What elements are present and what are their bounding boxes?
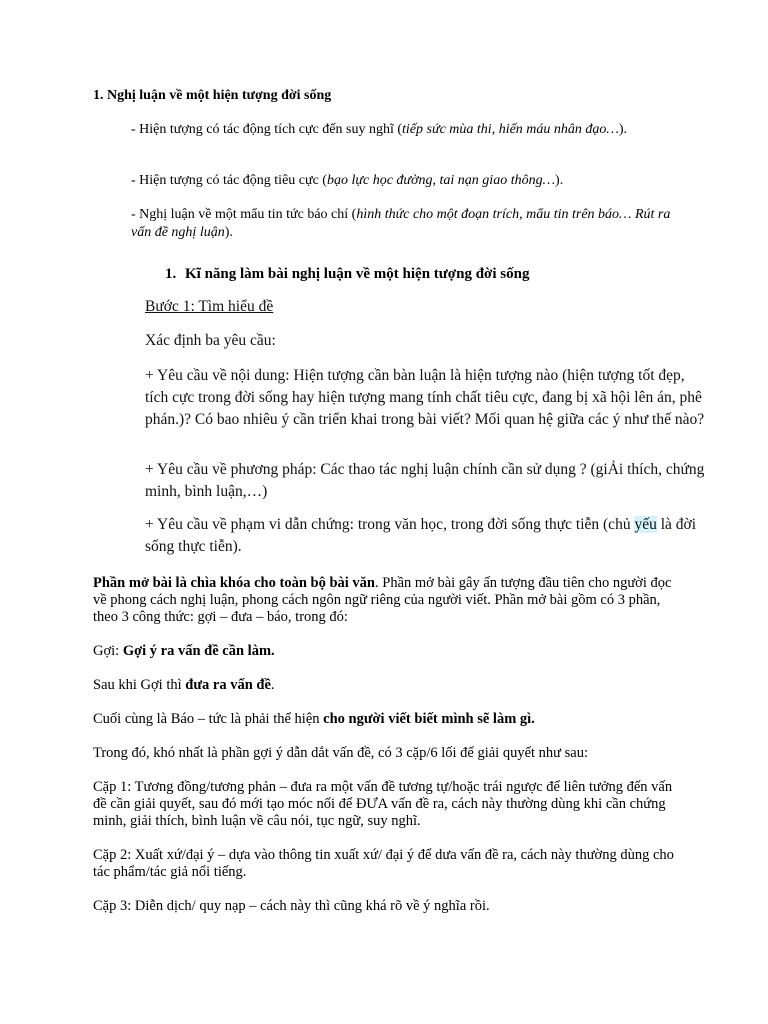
intro-text: . Phần mở bài gây ấn tượng đầu tiên cho người đọc về phong cách nghị luận, phong cách ngôn ngữ riêng của người viết. Phần mở bài gồm có 3 phần, theo 3 công thức: gợi – đưa – báo, trong đó: [93, 575, 672, 625]
section2-heading [165, 266, 529, 283]
item-example: hình thức cho một đoạn trích, mẩu tin trên báo… Rút ra vấn đề nghị luận [131, 207, 671, 240]
requirement-method: + Yêu cầu về phương pháp: Các thao tác nghị luận chính cần sử dụng ? (giẢi thích, chứng minh, bình luận,…) [145, 461, 705, 500]
item-text-end: ). [618, 122, 628, 137]
dua-bold: đưa ra vấn đề [185, 677, 271, 693]
item-text: - Hiện tượng có tác động tích cực đến suy nghĩ ( [131, 122, 403, 137]
item-text-end: ). [224, 225, 233, 240]
requirement-evidence-text: + Yêu cầu về phạm vi dẫn chứng: trong văn học, trong đời sống thực tiễn (chủ [145, 516, 635, 533]
requirement-evidence [145, 514, 705, 558]
requirement-content: + Yêu cầu về nội dung: Hiện tượng cần bàn luận là hiện tượng nào (hiện tượng tốt đẹp, tích cực trong đời sống hay hiện tượng mang tính chất tiêu cực, đang bị xã hội lên án, phê phán.)? Có bao nhiêu ý cần triển khai trong bài viết? Mối quan hệ giữa các ý như thế nào? [145, 367, 705, 428]
item-text-end: ). [555, 173, 564, 188]
bao-text: Cuối cùng là Báo – tức là phải thể hiện [93, 711, 324, 727]
intro-paragraph [93, 575, 683, 626]
section2-number: 1. [165, 266, 177, 282]
item-text: - Hiện tượng có tác động tiêu cực ( [131, 173, 327, 188]
highlighted-word: yếu [634, 516, 657, 533]
goi-paragraph [93, 643, 683, 660]
dua-paragraph [93, 677, 683, 694]
intro-bold: Phần mở bài là chìa khóa cho toàn bộ bài văn [93, 575, 375, 591]
section1-item-3 [131, 206, 671, 242]
section2-heading-text: Kĩ năng làm bài nghị luận về một hiện tượng đời sống [185, 266, 530, 282]
dua-end: . [270, 677, 275, 693]
pair-3-paragraph: Cặp 3: Diễn dịch/ quy nạp – cách này thì cũng khá rõ về ý nghĩa rồi. [93, 898, 490, 914]
section1-item-2 [131, 172, 671, 190]
item-example: bạo lực học đường, tai nạn giao thông… [326, 173, 556, 188]
hardest-part-paragraph: Trong đó, khó nhất là phần gợi ý dẫn dắt vấn đề, có 3 cặp/6 lối để giải quyết như sau: [93, 745, 589, 761]
dua-text: Sau khi Gợi thì [93, 677, 186, 693]
section1-heading: 1. Nghị luận về một hiện tượng đời sống [93, 88, 332, 103]
bao-paragraph [93, 711, 683, 728]
item-text: - Nghị luận về một mẩu tin tức báo chí ( [131, 207, 357, 222]
pair-2-paragraph: Cặp 2: Xuất xứ/đại ý – dựa vào thông tin xuất xứ/ đại ý để dưa vấn đề ra, cách này thường dùng cho tác phẩm/tác giả nổi tiếng. [93, 847, 674, 880]
step-1-title: Bước 1: Tìm hiểu đề [145, 298, 274, 315]
item-example: tiếp sức mùa thi, hiến máu nhân đạo… [402, 122, 619, 137]
requirements-intro: Xác định ba yêu cầu: [145, 332, 276, 349]
requirement-evidence-text-end: là đời sống thực tiễn). [145, 516, 697, 555]
section1-item-1 [131, 121, 671, 139]
pair-1-paragraph: Cặp 1: Tương đồng/tương phản – đưa ra một vấn đề tương tự/hoặc trái ngược để liên tưởng đến vấn đề cần giải quyết, sau đó mới tạo móc nối để ĐƯA vấn đề ra, cách này thường dùng khi cần chứng minh, giải thích, bình luận về câu nói, tục ngữ, suy nghĩ. [93, 779, 673, 829]
bao-bold: cho người viết biết mình sẽ làm gì. [323, 711, 535, 727]
goi-label: Gợi: [93, 643, 123, 659]
goi-bold: Gợi ý ra vấn đề cần làm. [122, 643, 275, 659]
